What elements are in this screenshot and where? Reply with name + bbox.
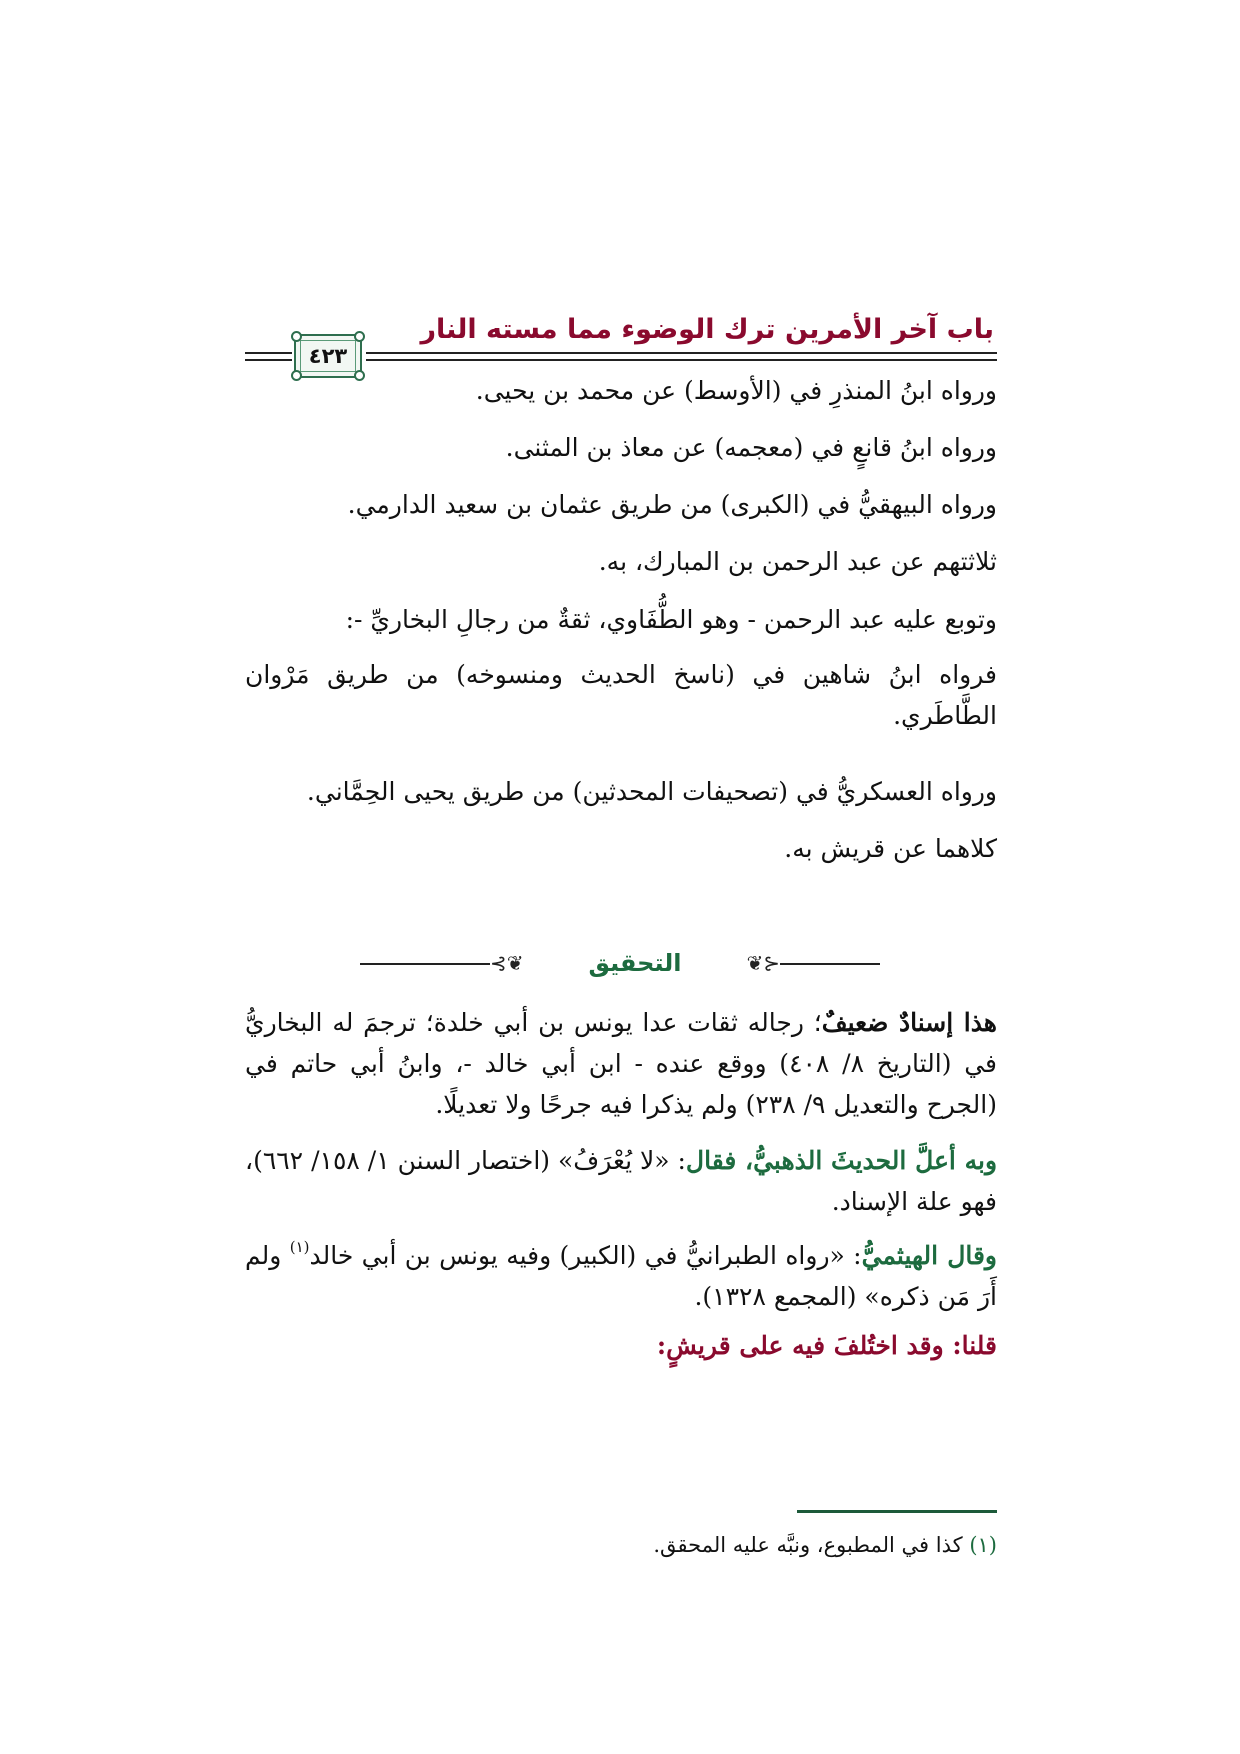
tahqiq-paragraph bbox=[245, 1002, 997, 1125]
paragraph-text: : «رواه الطبرانيُّ في (الكبير) وفيه يونس بن أبي خالد bbox=[309, 1241, 862, 1270]
paragraph-text: ؛ رجاله ثقات عدا يونس بن أبي خلدة؛ ترجمَ له البخاريُّ في (التاريخ ٨/ ٤٠٨) ووقع عنده - ابن أبي خالد -، وابنُ أبي حاتم في (الجرح والتعديل ٩/ ٢٣٨) ولم يذكرا فيه جرحًا ولا تعديلًا. bbox=[245, 1008, 998, 1119]
page-number: ٤٢٣ bbox=[308, 344, 348, 368]
footnote bbox=[397, 1528, 997, 1562]
divider-line bbox=[360, 963, 490, 965]
footnote-separator bbox=[797, 1510, 997, 1513]
tahqiq-paragraph bbox=[245, 1140, 997, 1222]
narration-line: ورواه العسكريُّ في (تصحيفات المحدثين) من طريق يحيى الحِمَّاني. bbox=[306, 777, 997, 806]
narration-line: كلاهما عن قريش به. bbox=[784, 834, 997, 863]
section-divider bbox=[360, 943, 880, 983]
tahqiq-paragraph bbox=[245, 1325, 997, 1366]
divider-ornament-icon: ❦⊱ bbox=[746, 951, 780, 975]
tahqiq-paragraph bbox=[245, 1235, 997, 1317]
narration-line: ورواه ابنُ المنذرِ في (الأوسط) عن محمد بن يحيى. bbox=[475, 376, 997, 405]
footnote-number: (١) bbox=[969, 1533, 997, 1557]
running-header-title: باب آخر الأمرين ترك الوضوء مما مسته النار bbox=[420, 314, 994, 345]
header-rule bbox=[245, 352, 292, 354]
narration-line: ثلاثتهم عن عبد الرحمن بن المبارك، به. bbox=[598, 547, 997, 576]
paragraph-emphasis: وقد اختُلفَ فيه على قريشٍ: bbox=[656, 1331, 944, 1360]
paragraph-text: ولم أَرَ مَن ذكره» (المجمع ١٣٢٨). bbox=[245, 1241, 997, 1311]
narration-line: ورواه ابنُ قانعٍ في (معجمه) عن معاذ بن المثنى. bbox=[505, 433, 997, 462]
paragraph-text: : bbox=[943, 1331, 962, 1360]
narration-paragraph: فرواه ابنُ شاهين في (ناسخ الحديث ومنسوخه) من طريق مَرْوان الطَّاطَري. bbox=[245, 660, 997, 730]
footnote-reference[interactable]: (١) bbox=[289, 1238, 310, 1256]
footnote-text: كذا في المطبوع، ونبَّه عليه المحقق. bbox=[653, 1533, 970, 1557]
paragraph-lead: وقال الهيثميُّ bbox=[861, 1241, 998, 1270]
header-rule bbox=[245, 359, 292, 361]
divider-ornament-icon: ⊰❦ bbox=[490, 951, 524, 975]
paragraph-lead: هذا إسنادٌ ضعيفٌ bbox=[821, 1008, 997, 1037]
paragraph-lead: قلنا bbox=[961, 1331, 997, 1360]
divider-line bbox=[780, 963, 880, 965]
narration-line: ورواه البيهقيُّ في (الكبرى) من طريق عثمان بن سعيد الدارمي. bbox=[347, 490, 997, 519]
header-rule bbox=[366, 359, 997, 361]
section-title: التحقيق bbox=[588, 949, 682, 977]
narration-line: وتوبع عليه عبد الرحمن - وهو الطُّفَاوي، ثقةٌ من رجالِ البخاريِّ -: bbox=[345, 605, 997, 634]
paragraph-text: : «لا يُعْرَفُ» (اختصار السنن ١/ ١٥٨/ ٦٦٢)، فهو علة الإسناد. bbox=[245, 1146, 997, 1216]
paragraph-lead: وبه أعلَّ الحديثَ الذهبيُّ، فقال bbox=[685, 1146, 998, 1175]
header-rule bbox=[366, 352, 997, 354]
frame-corner-ornament bbox=[354, 331, 365, 342]
frame-corner-ornament bbox=[291, 331, 302, 342]
